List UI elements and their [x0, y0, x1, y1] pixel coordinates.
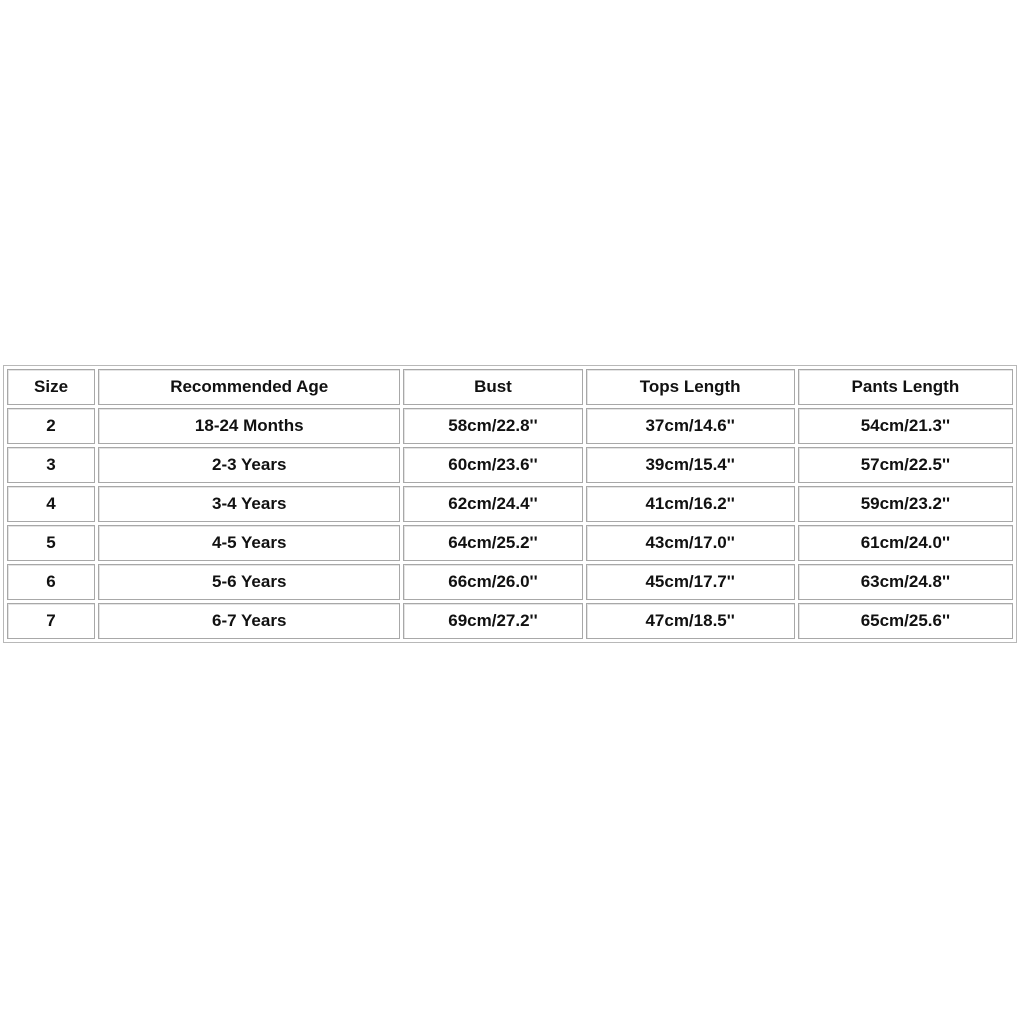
- cell-pants-length: 57cm/22.5'': [798, 447, 1013, 483]
- cell-size: 3: [7, 447, 95, 483]
- size-chart-table: [3, 365, 1017, 643]
- cell-pants-length: 54cm/21.3'': [798, 408, 1013, 444]
- cell-size: 6: [7, 564, 95, 600]
- cell-pants-length: 63cm/24.8'': [798, 564, 1013, 600]
- table-row: [7, 603, 1013, 639]
- cell-size: 5: [7, 525, 95, 561]
- header-tops-length: Tops Length: [586, 369, 795, 405]
- table-row: [7, 447, 1013, 483]
- cell-bust: 62cm/24.4'': [403, 486, 582, 522]
- cell-bust: 60cm/23.6'': [403, 447, 582, 483]
- cell-bust: 69cm/27.2'': [403, 603, 582, 639]
- header-bust: Bust: [403, 369, 582, 405]
- cell-pants-length: 61cm/24.0'': [798, 525, 1013, 561]
- cell-recommended-age: 18-24 Months: [98, 408, 400, 444]
- cell-recommended-age: 5-6 Years: [98, 564, 400, 600]
- header-size: Size: [7, 369, 95, 405]
- cell-size: 2: [7, 408, 95, 444]
- cell-bust: 64cm/25.2'': [403, 525, 582, 561]
- table-row: [7, 408, 1013, 444]
- cell-pants-length: 65cm/25.6'': [798, 603, 1013, 639]
- cell-recommended-age: 6-7 Years: [98, 603, 400, 639]
- cell-tops-length: 47cm/18.5'': [586, 603, 795, 639]
- cell-recommended-age: 3-4 Years: [98, 486, 400, 522]
- header-recommended-age: Recommended Age: [98, 369, 400, 405]
- table-row: [7, 564, 1013, 600]
- cell-size: 4: [7, 486, 95, 522]
- cell-recommended-age: 4-5 Years: [98, 525, 400, 561]
- cell-pants-length: 59cm/23.2'': [798, 486, 1013, 522]
- cell-tops-length: 43cm/17.0'': [586, 525, 795, 561]
- cell-recommended-age: 2-3 Years: [98, 447, 400, 483]
- header-row: [7, 369, 1013, 405]
- cell-tops-length: 41cm/16.2'': [586, 486, 795, 522]
- cell-bust: 66cm/26.0'': [403, 564, 582, 600]
- table-row: [7, 525, 1013, 561]
- table-row: [7, 486, 1013, 522]
- cell-tops-length: 45cm/17.7'': [586, 564, 795, 600]
- cell-bust: 58cm/22.8'': [403, 408, 582, 444]
- header-pants-length: Pants Length: [798, 369, 1013, 405]
- cell-tops-length: 39cm/15.4'': [586, 447, 795, 483]
- cell-size: 7: [7, 603, 95, 639]
- cell-tops-length: 37cm/14.6'': [586, 408, 795, 444]
